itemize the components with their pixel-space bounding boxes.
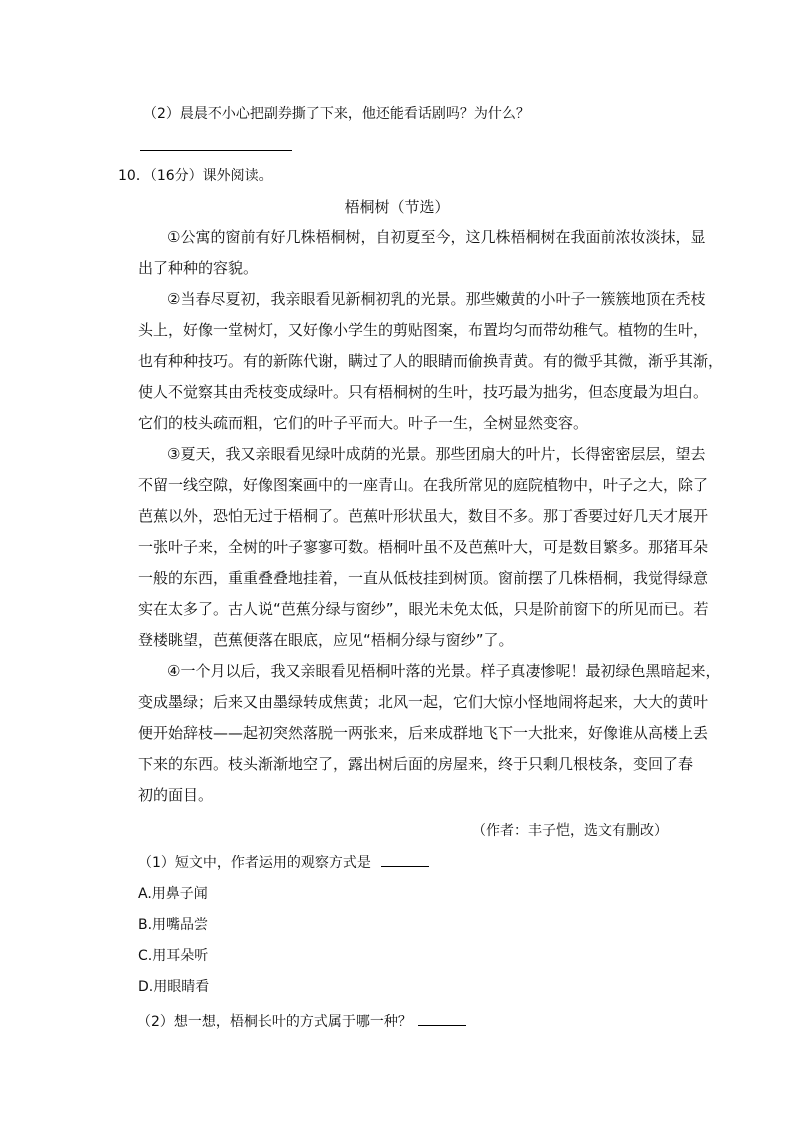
paragraph-line: ④一个月以后，我又亲眼看见梧桐叶落的光景。样子真凄惨呢！最初绿色黑暗起来，	[167, 662, 721, 680]
paragraph-line: 也有种种技巧。有的新陈代谢，瞒过了人的眼睛而偷换青黄。有的微乎其微，渐乎其渐，	[138, 352, 724, 370]
paragraph-line: 芭蕉以外，恐怕无过于梧桐了。芭蕉叶形状虽大，数目不多。那丁香要过好几天才展开	[138, 507, 709, 525]
article-credit: （作者：丰子恺，选文有删改）	[472, 823, 668, 839]
answer-blank[interactable]	[418, 1025, 466, 1026]
paragraph-line: 变成墨绿；后来又由墨绿转成焦黄；北风一起，它们大惊小怪地闹将起来，大大的黄叶	[138, 693, 709, 711]
paragraph-line: ①公寓的窗前有好几株梧桐树，自初夏至今，这几株梧桐树在我面前浓妆淡抹，显	[167, 228, 706, 246]
option-b[interactable]: B.用嘴品尝	[138, 917, 209, 933]
paragraph-line: 便开始辞枝——起初突然落脱一两张来，后来成群地飞下一大批来，好像谁从高楼上丢	[138, 724, 709, 742]
sub-question-1-label: （1）短文中，作者运用的观察方式是	[138, 855, 371, 871]
question-9-2-label: （2）晨晨不小心把副券撕了下来，他还能看话剧吗？为什么？	[143, 106, 530, 122]
article-paragraph-3	[138, 439, 709, 656]
paragraph-line: 一张叶子来，全树的叶子寥寥可数。梧桐叶虽不及芭蕉叶大，可是数目繁多。那猪耳朵	[138, 538, 709, 556]
question-10-header: 10．（16分）课外阅读。	[118, 168, 273, 184]
article-title: 梧桐树（节选）	[344, 198, 450, 216]
sub-question-2	[137, 1011, 466, 1031]
answer-line[interactable]	[140, 150, 292, 151]
paragraph-line: ②当春尽夏初，我亲眼看见新桐初乳的光景。那些嫩黄的小叶子一簇簇地顶在秃枝	[167, 290, 706, 308]
paragraph-line: 登楼眺望，芭蕉便落在眼底，应见“梧桐分绿与窗纱”了。	[138, 631, 514, 649]
paragraph-line: 实在太多了。古人说“芭蕉分绿与窗纱”，眼光未免太低，只是阶前窗下的所见而已。若	[138, 600, 709, 618]
paragraph-line: 不留一线空隙，好像图案画中的一座青山。在我所常见的庭院植物中，叶子之大，除了	[138, 476, 709, 494]
paragraph-line: 一般的东西，重重叠叠地挂着，一直从低枝挂到树顶。窗前摆了几株梧桐，我觉得绿意	[138, 569, 709, 587]
article-paragraph-1	[138, 222, 706, 284]
paragraph-line: ③夏天，我又亲眼看见绿叶成荫的光景。那些团扇大的叶片，长得密密层层，望去	[167, 445, 706, 463]
sub-question-2-label: （2）想一想，梧桐长叶的方式属于哪一种？	[137, 1014, 412, 1030]
paragraph-line: 头上，好像一堂树灯，又好像小学生的剪贴图案，布置均匀而带幼稚气。植物的生叶，	[138, 321, 709, 339]
article-paragraph-4	[138, 656, 721, 811]
paragraph-line: 使人不觉察其由秃枝变成绿叶。只有梧桐树的生叶，技巧最为拙劣，但态度最为坦白。	[138, 383, 709, 401]
paragraph-line: 初的面目。	[138, 786, 214, 804]
option-d[interactable]: D.用眼睛看	[138, 979, 210, 995]
paragraph-line: 它们的枝头疏而粗，它们的叶子平而大。叶子一生，全树显然变容。	[138, 414, 589, 432]
option-a[interactable]: A.用鼻子闻	[138, 886, 208, 902]
paragraph-line: 出了种种的容貌。	[138, 259, 259, 277]
article-paragraph-2	[138, 284, 724, 439]
sub-question-1	[138, 852, 429, 872]
answer-blank[interactable]	[381, 866, 429, 867]
option-c[interactable]: C.用耳朵听	[138, 948, 209, 964]
paragraph-line: 下来的东西。枝头渐渐地空了，露出树后面的房屋来，终于只剩几根枝条，变回了春	[138, 755, 694, 773]
